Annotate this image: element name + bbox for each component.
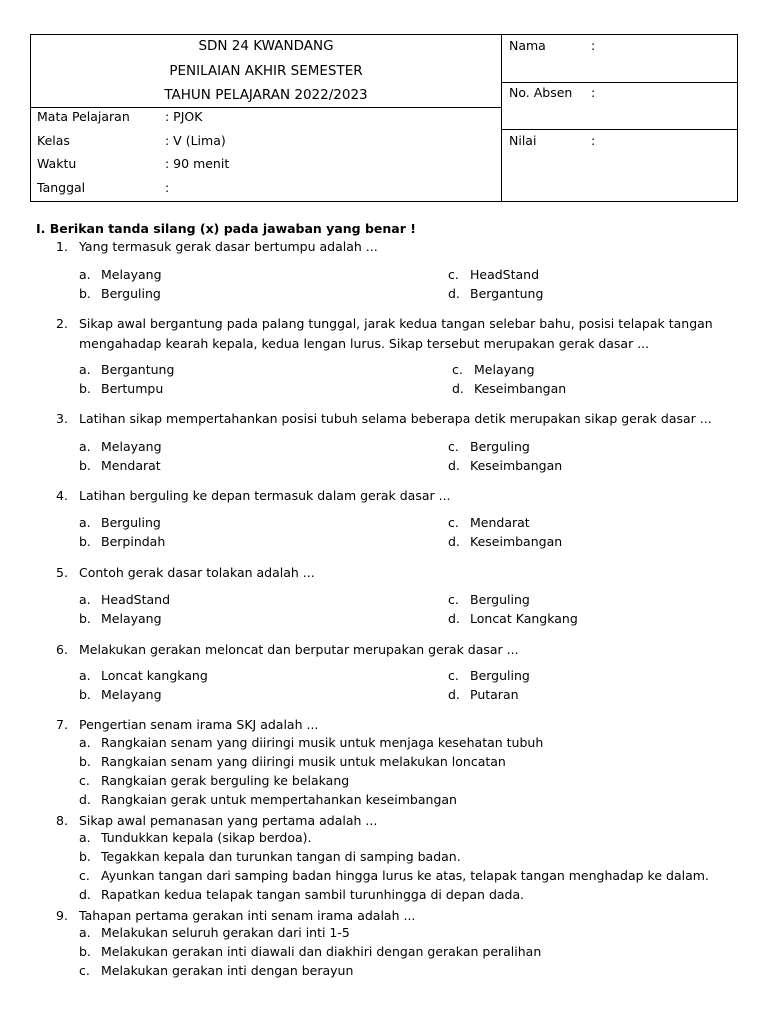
score-label: Nilai — [509, 133, 537, 148]
section-instruction: I. Berikan tanda silang (x) pada jawaban yang benar ! — [36, 221, 416, 236]
question-3: 3. Latihan sikap mempertahankan posisi tubuh selama beberapa detik merupakan sikap gerak dasar ... — [56, 409, 746, 429]
question-text: Melakukan gerakan meloncat dan berputar merupakan gerak dasar ... — [79, 642, 519, 657]
question-8: 8. Sikap awal pemanasan yang pertama adalah ... — [56, 811, 746, 831]
question-text: Latihan sikap mempertahankan posisi tubuh selama beberapa detik merupakan sikap gerak dasar ... — [79, 411, 712, 426]
school-name: SDN 24 KWANDANG — [198, 38, 334, 54]
question-4: 4. Latihan berguling ke depan termasuk dalam gerak dasar ... — [56, 486, 746, 506]
question-6: 6. Melakukan gerakan meloncat dan berputar merupakan gerak dasar ... — [56, 640, 746, 660]
subject-value: : PJOK — [165, 109, 203, 124]
question-9: 9. Tahapan pertama gerakan inti senam irama adalah ... — [56, 906, 746, 926]
question-text: Sikap awal bergantung pada palang tunggal, jarak kedua tangan selebar bahu, posisi telapak tangan mengahadap kearah kepala, kedua lengan lurus. Sikap tersebut merupakan gerak dasar ... — [79, 316, 713, 351]
academic-year: TAHUN PELAJARAN 2022/2023 — [164, 87, 368, 103]
question-text: Pengertian senam irama SKJ adalah ... — [79, 717, 319, 732]
exam-title: PENILAIAN AKHIR SEMESTER — [169, 63, 363, 79]
absence-number-colon: : — [591, 85, 596, 100]
question-text: Yang termasuk gerak dasar bertumpu adalah ... — [79, 239, 378, 254]
question-text: Contoh gerak dasar tolakan adalah ... — [79, 565, 315, 580]
question-text: Tahapan pertama gerakan inti senam irama adalah ... — [79, 908, 416, 923]
question-text: Sikap awal pemanasan yang pertama adalah ... — [79, 813, 378, 828]
question-7: 7. Pengertian senam irama SKJ adalah ... — [56, 715, 746, 735]
name-colon: : — [591, 38, 596, 53]
class-label: Kelas — [37, 133, 70, 148]
class-value: : V (Lima) — [165, 133, 226, 148]
time-value: : 90 menit — [165, 156, 230, 171]
date-label: Tanggal — [37, 180, 86, 195]
subject-label: Mata Pelajaran — [37, 109, 130, 124]
name-label: Nama — [509, 38, 546, 53]
absence-number-label: No. Absen — [509, 85, 573, 100]
question-2: 2. Sikap awal bergantung pada palang tunggal, jarak kedua tangan selebar bahu, posisi telapak tangan mengahadap kearah kepala, kedua lengan lurus. Sikap tersebut merupakan gerak dasar ... — [56, 314, 746, 353]
question-text: Latihan berguling ke depan termasuk dalam gerak dasar ... — [79, 488, 451, 503]
time-label: Waktu — [37, 156, 77, 171]
question-1: 1. Yang termasuk gerak dasar bertumpu adalah ... — [56, 237, 746, 257]
header-table — [30, 34, 738, 202]
question-5: 5. Contoh gerak dasar tolakan adalah ... — [56, 563, 746, 583]
score-colon: : — [591, 133, 596, 148]
date-value: : — [165, 180, 170, 195]
